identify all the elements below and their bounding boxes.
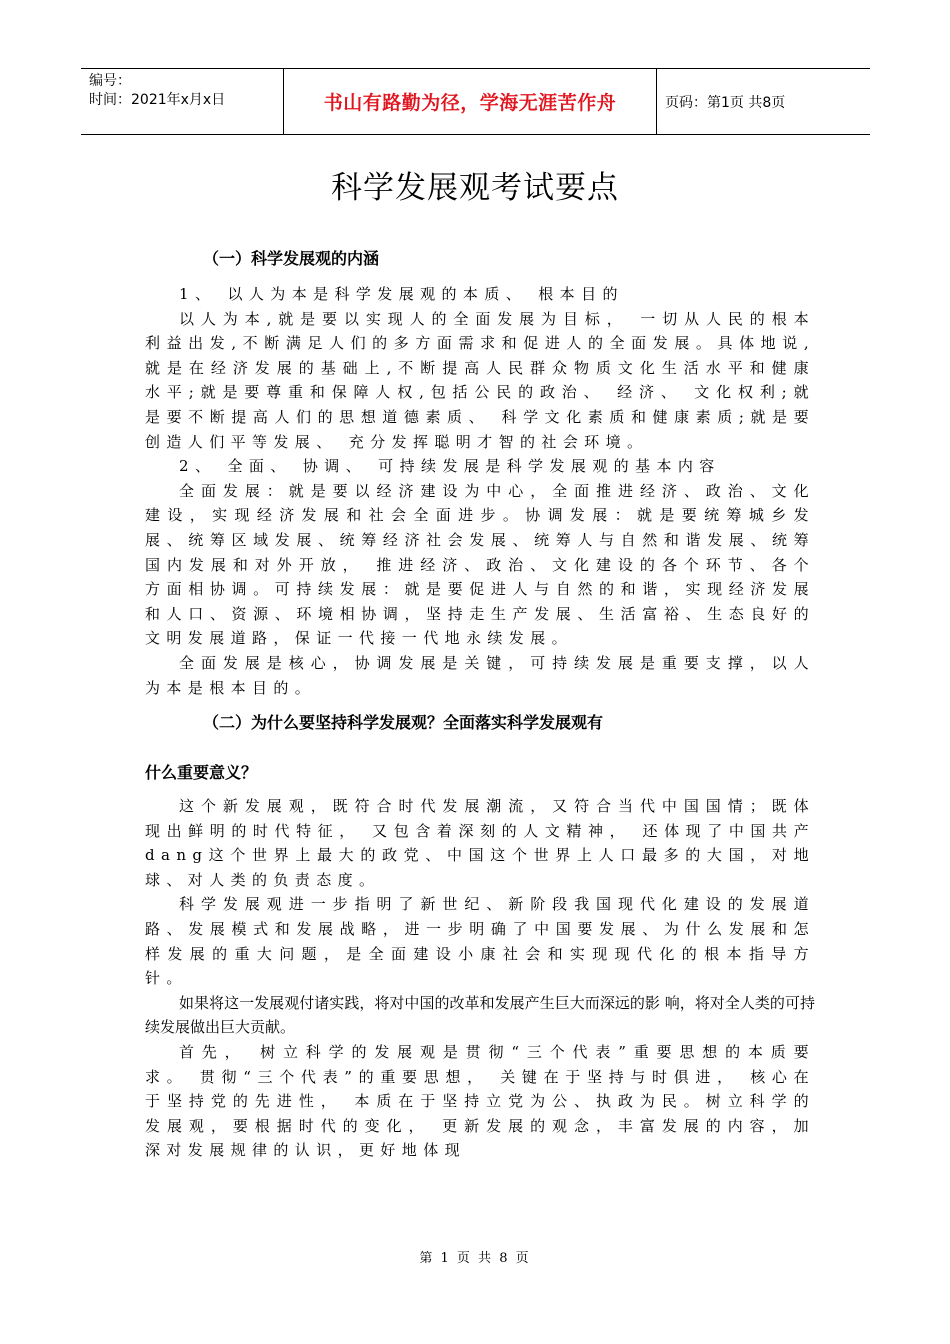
section-1-heading: （一）科学发展观的内涵 xyxy=(203,249,380,268)
paragraph-9: 首先， 树立科学的发展观是贯彻“三个代表”重要思想的本质要求。 贯彻“三个代表”的重要思想， 关键在于坚持与时俱进， 核心在于坚持党的先进性， 本质在于坚持立党为公、执政为民。树立科学的发展观，要根据时代的变化， 更新发展的观念，丰富发展的内容，加深对发展规律的认识，更好地体现 xyxy=(145,1043,815,1160)
document-number-label: 编号： xyxy=(89,73,131,89)
paragraph-4: 全面发展：就是要以经济建设为中心，全面推进经济、政治、文化建设，实现经济发展和社会全面进步。协调发展：就是要统筹城乡发展、统筹区域发展、统筹经济社会发展、统筹人与自然和谐发展、统筹国内发展和对外开放， 推进经济、政治、文化建设的各个环节、各个方面相协调。可持续发展：就是要促进人与自然的和谐，实现经济发展和人口、资源、环境相协调，坚持走生产发展、生活富裕、生态良好的文明发展道路，保证一代接一代地永续发展。 xyxy=(145,481,815,648)
paragraph-1: 1、 以人为本是科学发展观的本质、 根本目的 xyxy=(179,285,624,303)
page-footer: 第 1 页 共 8 页 xyxy=(419,1251,531,1266)
document-title: 科学发展观考试要点 xyxy=(331,170,619,206)
paragraph-8: 如果将这一发展观付诸实践，将对中国的改革和发展产生巨大而深远的影 响，将对全人类的可持续发展做出巨大贡献。 xyxy=(145,993,815,1037)
header-page-info: 页码：第1页 共8页 xyxy=(665,94,786,111)
paragraph-7: 科学发展观进一步指明了新世纪、新阶段我国现代化建设的发展道路、发展模式和发展战略，进一步明确了中国要发展、为什么发展和怎样发展的重大问题，是全面建设小康社会和实现现代化的根本指导方针。 xyxy=(145,895,815,988)
section-2-heading-line-2: 什么重要意义？ xyxy=(145,763,258,783)
document-body xyxy=(145,244,815,1163)
section-2-heading-line-1: （二）为什么要坚持科学发展观？全面落实科学发展观有 xyxy=(203,713,604,733)
paragraph-2: 以人为本,就是要以实现人的全面发展为目标， 一切从人民的根本利益出发,不断满足人们的多方面需求和促进人的全面发展。具体地说,就是在经济发展的基础上,不断提高人民群众物质文化生活水平和健康水平;就是要尊重和保障人权,包括公民的政治、 经济、 文化权利;就是要不断提高人们的思想道德素质、 科学文化素质和健康素质;就是要创造人们平等发展、 充分发挥聪明才智的社会环境。 xyxy=(145,309,815,451)
header-table xyxy=(81,68,870,135)
paragraph-5: 全面发展是核心，协调发展是关键，可持续发展是重要支撑，以人为本是根本目的。 xyxy=(145,653,815,697)
document-date-label: 时间：2021年x月x日 xyxy=(89,92,226,108)
paragraph-6: 这个新发展观，既符合时代发展潮流，又符合当代中国国情；既体现出鲜明的时代特征， 又包含着深刻的人文精神， 还体现了中国共产dang这个世界上最大的政党、中国这个世界上人口最多的大国，对地球、对人类的负责态度。 xyxy=(145,797,815,889)
paragraph-3: 2、 全面、 协调、 可持续发展是科学发展观的基本内容 xyxy=(179,457,721,476)
header-meta-cell xyxy=(81,69,283,134)
header-motto: 书山有路勤为径，学海无涯苦作舟 xyxy=(283,69,657,134)
